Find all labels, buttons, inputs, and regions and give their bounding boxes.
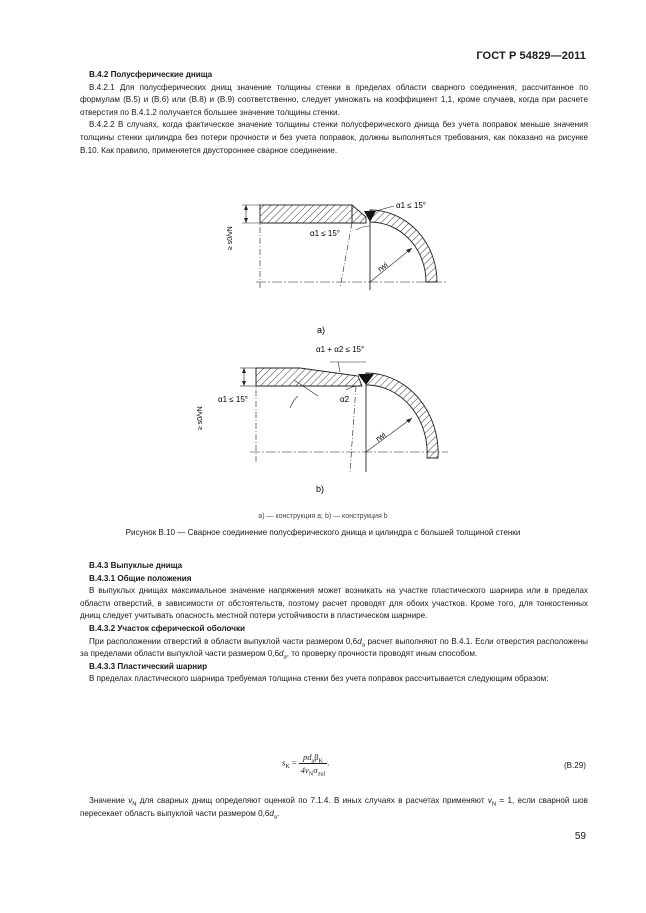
section-b43	[80, 560, 588, 686]
heading-b432: В.4.3.2 Участок сферической оболочки	[89, 623, 245, 633]
paragraph-b431: В выпуклых днищах максимальное значение напряжения может возникать на участке пластического шарнира или в пределах области отверстий, в зависимости от обстоятельств, поэтому расчет проводят для обоих участков. Кроме того, для тонкостенных днищ следует учитывать опасность местной потери устойчивости в пластическом шарнире.	[80, 586, 588, 621]
b-angle-left-label: α1 ≤ 15°	[218, 395, 249, 404]
paragraph-b422: В.4.2.2 В случаях, когда фактическое значение толщины стенки полусферического днища без учета поправок меньше значения толщины стенки цилиндра без потери прочности и без учета поправок, должны выполняться требования, как показано на рисунке В.10. Как правило, применяется двустороннее сварное соединение.	[80, 120, 588, 155]
a-angle-top-label: α1 ≤ 15°	[396, 201, 427, 210]
paragraph-b421: В.4.2.1 Для полусферических днищ значение толщины стенки в пределах области сварного соединения, рассчитанное по формулам (В.5) и (В.6) или (В.8) и (В.9) соответственно, следует умножать на коэффициент 1,1, кроме случаев, когда при расчете отверстия по В.4.1.2 получается большее значение толщины стенки.	[80, 82, 588, 117]
figure-caption: Рисунок В.10 — Сварное соединение полусферического днища и цилиндра с большей толщиной стенки	[125, 528, 521, 537]
view-a	[227, 201, 448, 335]
b-radius-label: rwi	[373, 430, 388, 444]
a-view-label: a)	[317, 325, 326, 335]
page-number: 59	[574, 831, 586, 842]
b-thickness-label: ≥ s0/vN	[197, 406, 204, 430]
view-b	[197, 345, 448, 494]
heading-b431: В.4.3.1 Общие положения	[89, 573, 192, 583]
paragraph-b432: При расположении отверстий в области выпуклой части размером $0,6d_a$ расчет выполняют по В.4.1. Если отверстия расположены за пределами области выпуклой части размером $0,6d_a$, то проверку прочности проводят иным способом.	[80, 636, 588, 661]
a-radius-label: rwi	[375, 260, 390, 274]
section-b42	[80, 69, 588, 157]
a-angle-inner-label: α1 ≤ 15°	[310, 229, 341, 238]
weld-drawing	[180, 190, 480, 510]
heading-b42: В.4.2 Полусферические днища	[89, 70, 213, 79]
figure-legend: a) — конструкция a; b) — конструкция b	[258, 513, 388, 520]
heading-b433: В.4.3.3 Пластический шарнир	[89, 661, 208, 671]
equation-number: (В.29)	[563, 761, 586, 770]
standard-header: ГОСТ Р 54829—2011	[476, 50, 586, 62]
formula-fraction: $\frac{pd_a\beta_K}{4v_N\sigma_{zul}}$	[300, 752, 326, 778]
closing-paragraph: Значение $v_N$ для сварных днищ определяют оценкой по 7.1.4. В иных случаях в расчетах применяют $v_N = 1$, если сварной шов пересекает область выпуклой части размером $0,6d_a$.	[80, 796, 588, 821]
b-view-label: b)	[316, 484, 325, 494]
heading-b43: В.4.3 Выпуклые днища	[89, 561, 183, 570]
formula-b29: $s_K$ = $\frac{pd_a\beta_K}{4v_N\sigma_{zul}}$ .	[282, 752, 330, 778]
b-angle-top-label: α1 + α2 ≤ 15°	[316, 345, 365, 354]
figure-b10	[180, 190, 480, 510]
paragraph-b433: В пределах пластического шарнира требуемая толщина стенки без учета поправок рассчитывается следующим образом:	[89, 674, 549, 684]
a-thickness-label: ≥ s0/vN	[227, 226, 234, 250]
b-angle-inner-label: α2	[340, 395, 350, 404]
